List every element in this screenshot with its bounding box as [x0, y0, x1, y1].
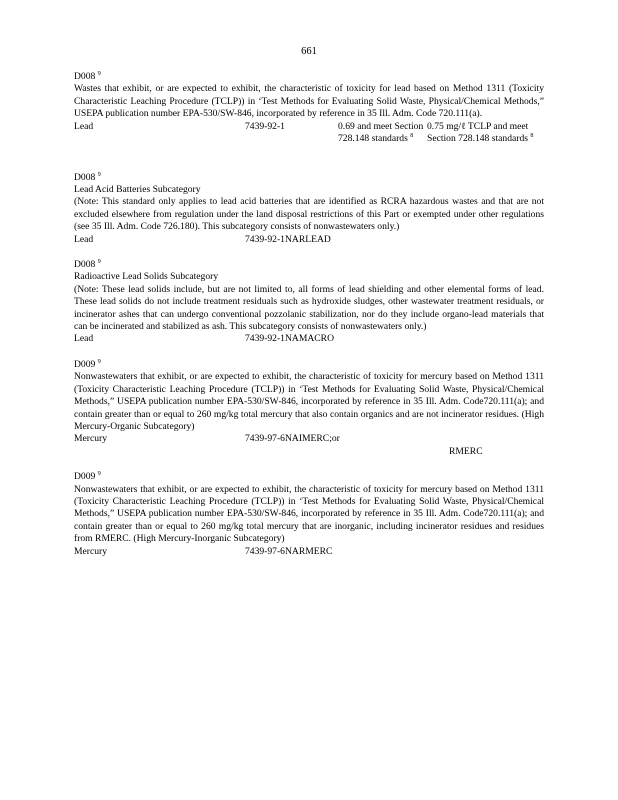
- constituent-name: Lead: [74, 233, 94, 245]
- footnote-marker: 9: [97, 258, 101, 265]
- waste-section-d008-lead: [74, 71, 544, 159]
- waste-section-d009-organic: [74, 359, 544, 458]
- waste-section-d008-batteries: [74, 172, 544, 246]
- footnote-marker: 9: [97, 358, 101, 365]
- technology-code: RMERC: [449, 445, 483, 457]
- waste-code-text: D008: [74, 71, 96, 82]
- footnote-marker: 9: [97, 470, 101, 477]
- standards-row: [74, 333, 544, 345]
- page-number: 661: [301, 46, 317, 57]
- wastewater-standard-text: 0.69 and meet Section 728.148 standards: [338, 120, 424, 145]
- waste-code-text: D008: [74, 259, 96, 271]
- constituent-name: Mercury: [74, 433, 108, 445]
- standards-row: [74, 234, 544, 246]
- footnote-marker: 8: [410, 132, 414, 139]
- waste-code: [74, 172, 544, 184]
- standards-row: [74, 546, 544, 558]
- waste-section-d008-radioactive: [74, 259, 544, 346]
- waste-section-d009-inorganic: [74, 471, 544, 558]
- footnote-marker: 9: [97, 171, 101, 178]
- waste-description: (Note: These lead solids include, but are not limited to, all forms of lead shielding and other elemental forms of lead. These lead solids do not include treatment residuals such as hydroxide sludges, other wastewater treatment residuals, or incinerator ashes that can undergo conventional pozzolanic stabilization, nor do they include organo-lead materials that can be incinerated and stabilized as ash. This subcategory consists of nonwastewaters only.): [74, 283, 544, 333]
- waste-description: Wastes that exhibit, or are expected to exhibit, the characteristic of toxicity for lead based on Method 1311 (Toxicity Characteristic Leaching Procedure (TCLP)) in ‘Test Methods for Evaluating Solid Waste, Physical/Chemical Methods,” USEPA publication number EPA-530/SW-846, incorporated by reference in 35 Ill. Adm. Code 720.111(a).: [74, 83, 544, 120]
- footnote-marker: 8: [530, 132, 534, 139]
- waste-code-text: D009: [74, 471, 96, 483]
- standards-row: [74, 433, 544, 445]
- waste-description: Nonwastewaters that exhibit, or are expected to exhibit, the characteristic of toxicity for mercury based on Method 1311 (Toxicity Characteristic Leaching Procedure (TCLP)) in ‘Test Methods for Evaluating Solid Waste, Physical/Chemical Methods,” USEPA publication number EPA-530/SW-846, incorporated by reference in 35 Ill. Adm. Code720.111(a); and contain greater than or equal to 260 mg/kg total mercury that also contain organics and are not incinerator residues. (High Mercury-Organic Subcategory): [74, 371, 544, 432]
- cas-number: 7439-97-6NAIMERC;or: [245, 433, 340, 445]
- subcategory-title: Lead Acid Batteries Subcategory: [74, 184, 201, 196]
- technology-code-line: [74, 446, 544, 458]
- subcategory-title: Radioactive Lead Solids Subcategory: [74, 271, 219, 283]
- document-body: [74, 71, 544, 571]
- waste-code: [74, 259, 544, 271]
- constituent-name: Lead: [74, 333, 94, 345]
- waste-description: (Note: This standard only applies to lead acid batteries that are identified as RCRA hazardous wastes and that are not excluded elsewhere from regulation under the land disposal restrictions of this Part or exempted under other regulations (see 35 Ill. Adm. Code 726.180). This subcategory consists of nonwastewaters only.): [74, 196, 544, 233]
- waste-code-text: D008: [74, 171, 96, 183]
- cas-number: 7439-97-6NARMERC: [245, 545, 333, 557]
- nonwastewater-standard-text: 0.75 mg/ℓ TCLP and meet Section 728.148 standards: [427, 120, 529, 145]
- cas-number: 7439-92-1NAMACRO: [245, 333, 335, 345]
- waste-code: [74, 471, 544, 483]
- constituent-name: Lead: [74, 120, 94, 132]
- nonwastewater-standard: [427, 121, 545, 146]
- waste-code: [74, 71, 544, 83]
- waste-description: Nonwastewaters that exhibit, or are expected to exhibit, the characteristic of toxicity for mercury based on Method 1311 (Toxicity Characteristic Leaching Procedure (TCLP)) in ‘Test Methods for Evaluating Solid Waste, Physical/Chemical Methods,” USEPA publication number EPA-530/SW-846, incorporated by reference in 35 Ill. Adm. Code720.111(a); and contain greater than or equal to 260 mg/kg total mercury that are inorganic, including incinerator residues and residues from RMERC. (High Mercury-Inorganic Subcategory): [74, 483, 544, 545]
- waste-code-text: D009: [74, 358, 96, 370]
- standards-row: [74, 121, 544, 159]
- cas-number: 7439-92-1: [245, 120, 285, 132]
- cas-number: 7439-92-1NARLEAD: [245, 233, 331, 245]
- waste-code: [74, 359, 544, 371]
- constituent-name: Mercury: [74, 545, 108, 557]
- footnote-marker: 9: [97, 70, 101, 77]
- wastewater-standard: [338, 121, 428, 146]
